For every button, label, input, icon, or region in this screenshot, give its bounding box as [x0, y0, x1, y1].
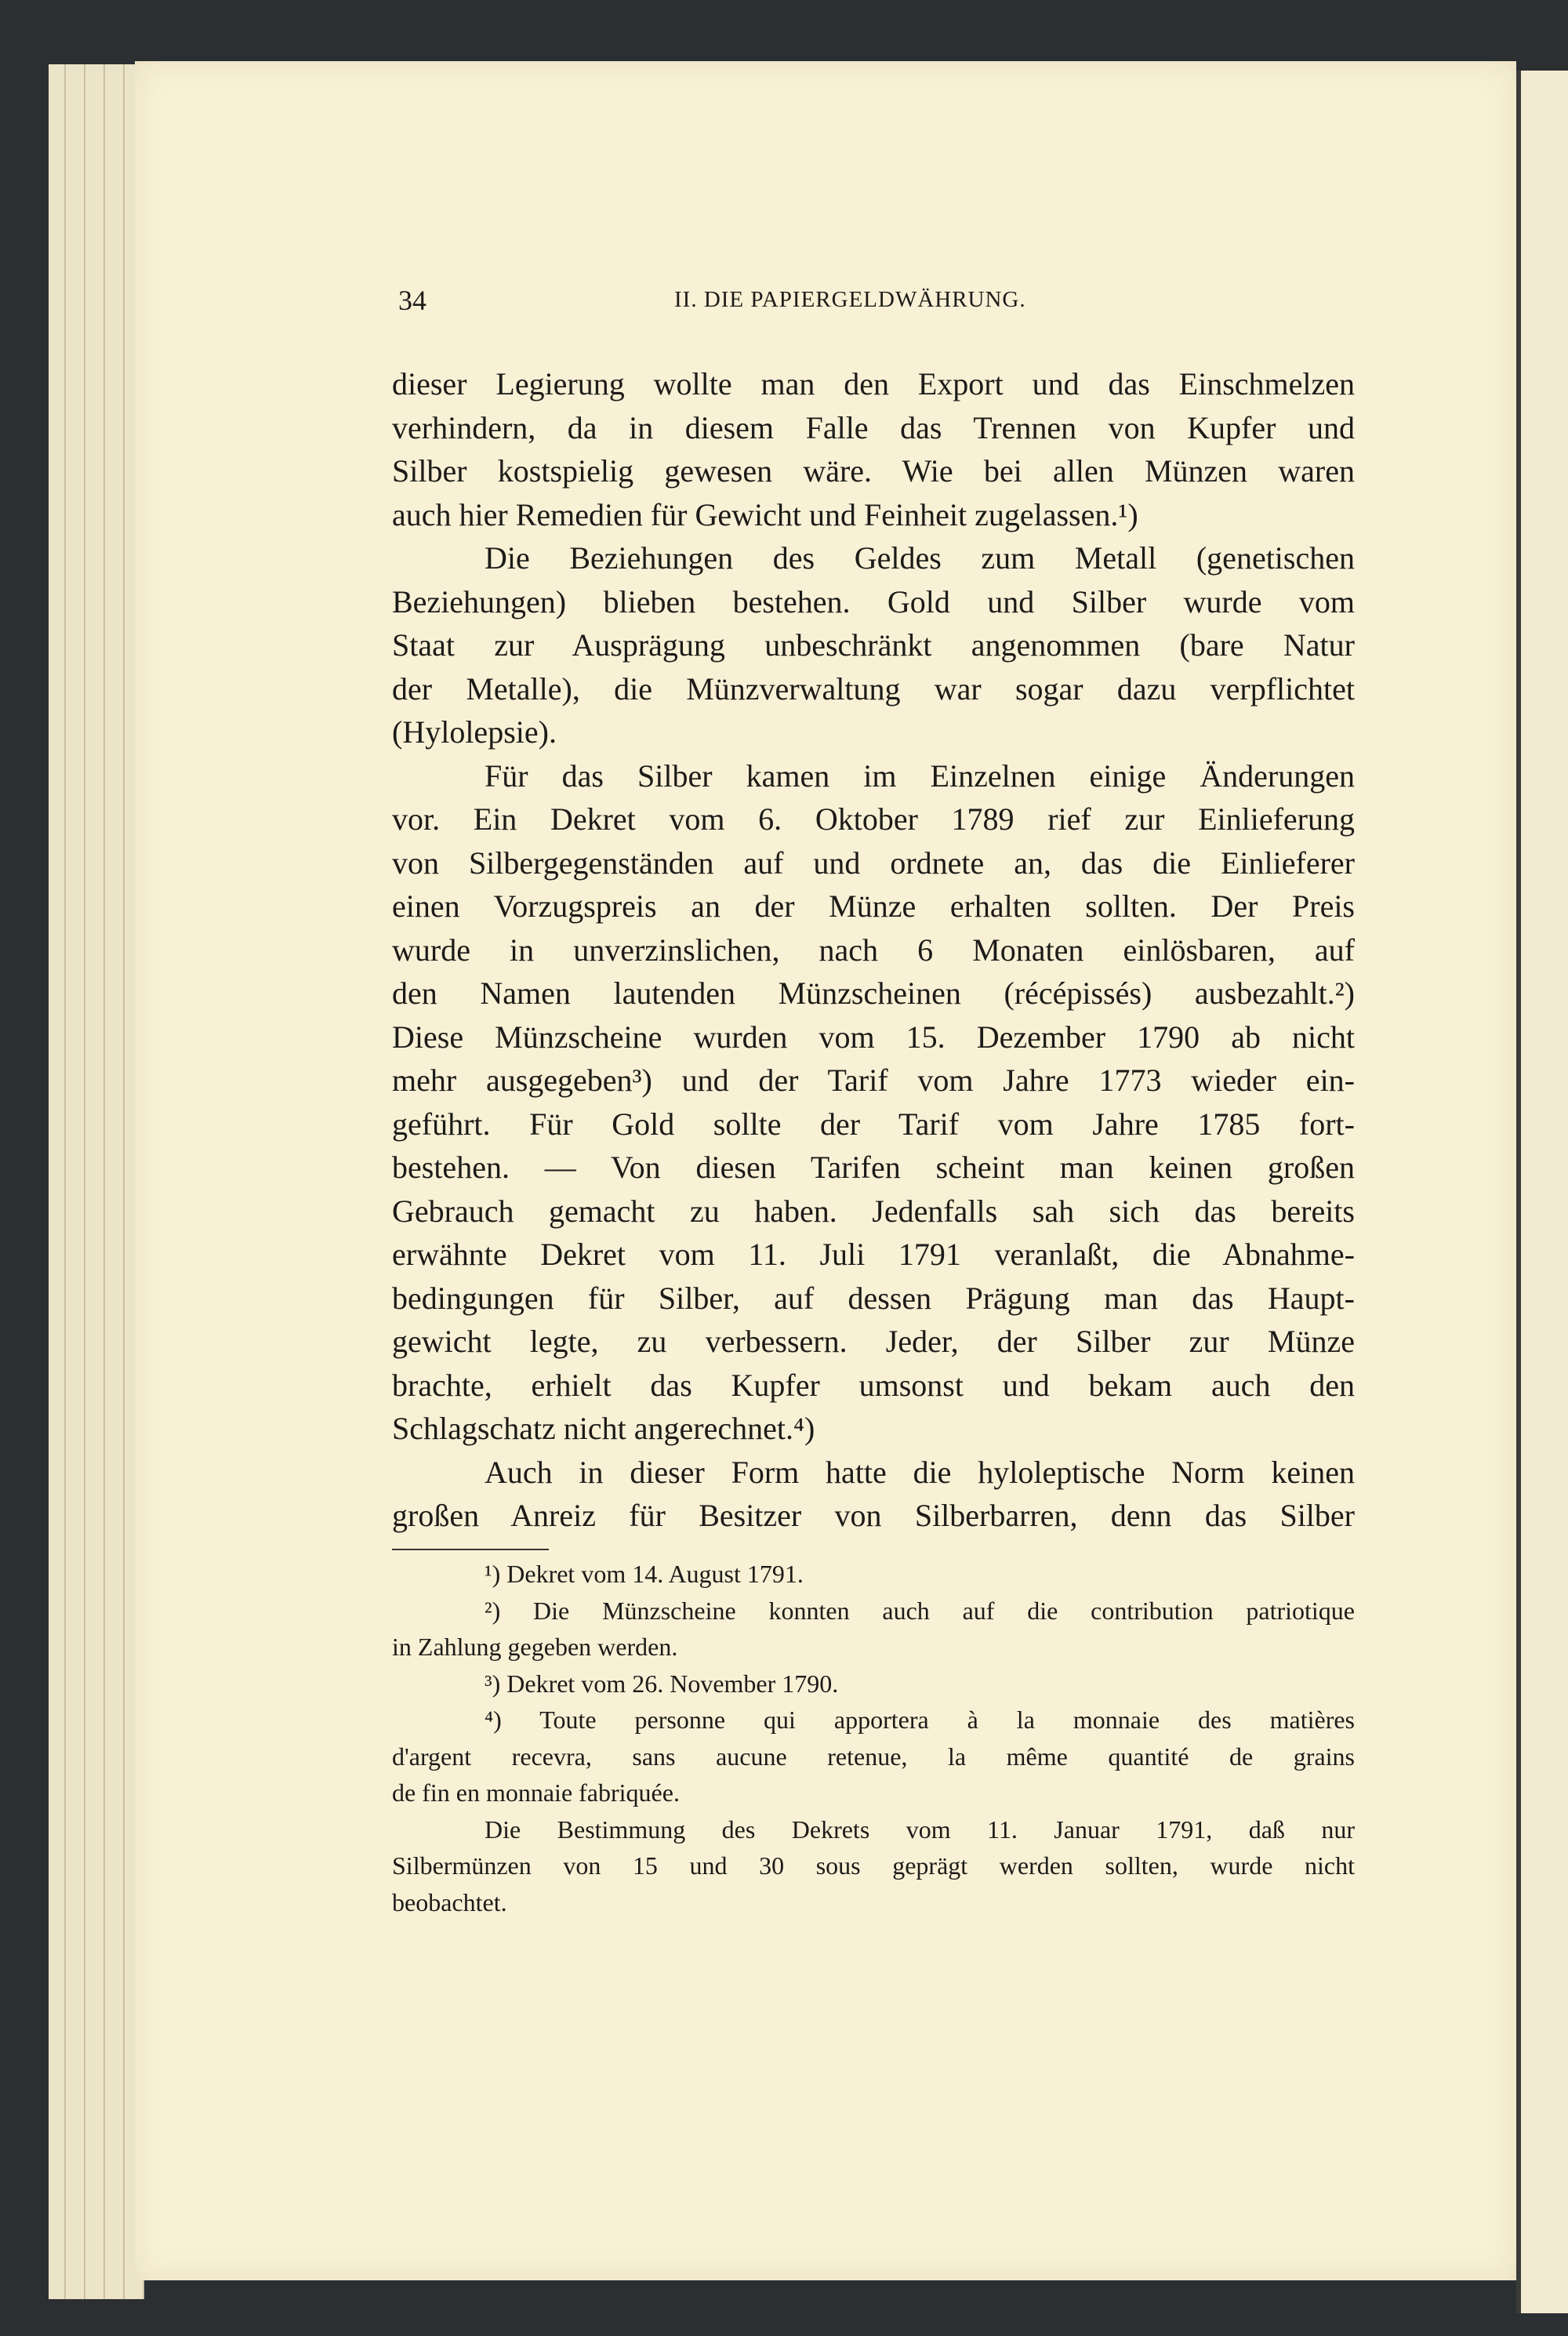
text-line: von Silbergegenständen auf und ordnete an, das die Einlieferer — [392, 845, 1355, 881]
footnotes — [392, 1556, 1355, 1920]
footnote-line: ³) Dekret vom 26. November 1790. — [485, 1669, 839, 1698]
text-line: Auch in dieser Form hatte die hyloleptische Norm keinen — [485, 1454, 1355, 1490]
text-line: Staat zur Ausprägung unbeschränkt angenommen (bare Natur — [392, 627, 1355, 663]
text-line: Gebrauch gemacht zu haben. Jedenfalls sah sich das bereits — [392, 1193, 1355, 1229]
footnote-line: beobachtet. — [392, 1887, 507, 1916]
footnote-line: Die Bestimmung des Dekrets vom 11. Januar 1791, daß nur — [485, 1815, 1355, 1844]
text-line: Für das Silber kamen im Einzelnen einige Änderungen — [485, 757, 1355, 794]
text-line: brachte, erhielt das Kupfer umsonst und bekam auch den — [392, 1367, 1355, 1403]
facing-page-edge — [1516, 71, 1568, 2313]
footnote-line: ⁴) Toute personne qui apportera à la monnaie des matières — [485, 1706, 1355, 1734]
text-line: den Namen lautenden Münzscheinen (récépissés) ausbezahlt.²) — [392, 975, 1355, 1011]
text-line: Diese Münzscheine wurden vom 15. Dezember 1790 ab nicht — [392, 1019, 1355, 1055]
main-text — [392, 362, 1355, 1538]
text-line: erwähnte Dekret vom 11. Juli 1791 veranlaßt, die Abnahme- — [392, 1237, 1355, 1272]
page-number: 34 — [398, 285, 426, 316]
running-header — [392, 284, 1356, 323]
text-line: verhindern, da in diesem Falle das Trennen von Kupfer und — [392, 409, 1355, 445]
text-line: bestehen. — Von diesen Tarifen scheint man keinen großen — [392, 1150, 1355, 1185]
text-line: Die Beziehungen des Geldes zum Metall (genetischen — [485, 540, 1355, 576]
text-line: Beziehungen) blieben bestehen. Gold und Silber wurde vom — [392, 583, 1355, 619]
footnote-line: in Zahlung gegeben werden. — [392, 1633, 678, 1661]
footnote-line: de fin en monnaie fabriquée. — [392, 1778, 680, 1807]
text-line: großen Anreiz für Besitzer von Silberbarren, denn das Silber — [392, 1498, 1355, 1533]
text-line: der Metalle), die Münzverwaltung war sogar dazu verpflichtet — [392, 670, 1355, 707]
footnote-line: ²) Die Münzscheine konnten auch auf die contribution patriotique — [485, 1596, 1355, 1625]
page-stack-edge — [49, 64, 144, 2299]
text-line: auch hier Remedien für Gewicht und Feinheit zugelassen.¹) — [392, 496, 1138, 532]
text-line: (Hylolepsie). — [392, 714, 557, 750]
text-line: mehr ausgegeben³) und der Tarif vom Jahre 1773 wieder ein- — [392, 1063, 1355, 1098]
text-line: Schlagschatz nicht angerechnet.⁴) — [392, 1411, 815, 1446]
text-line: wurde in unverzinslichen, nach 6 Monaten einlösbaren, auf — [392, 932, 1355, 968]
text-line: bedingungen für Silber, auf dessen Prägung man das Haupt- — [392, 1280, 1355, 1316]
footnote-line: ¹) Dekret vom 14. August 1791. — [485, 1560, 804, 1588]
text-line: einen Vorzugspreis an der Münze erhalten sollten. Der Preis — [392, 888, 1355, 924]
text-line: gewicht legte, zu verbessern. Jeder, der Silber zur Münze — [392, 1324, 1355, 1359]
footnote-line: Silbermünzen von 15 und 30 sous geprägt werden sollten, wurde nicht — [392, 1851, 1355, 1880]
text-line: vor. Ein Dekret vom 6. Oktober 1789 rief zur Einlieferung — [392, 801, 1355, 837]
text-line: geführt. Für Gold sollte der Tarif vom Jahre 1785 fort- — [392, 1106, 1355, 1142]
running-title: II. DIE PAPIERGELDWÄHRUNG. — [674, 287, 1026, 312]
text-line: dieser Legierung wollte man den Export und das Einschmelzen — [392, 366, 1355, 401]
text-line: Silber kostspielig gewesen wäre. Wie bei allen Münzen waren — [392, 453, 1355, 489]
footnote-line: d'argent recevra, sans aucune retenue, la même quantité de grains — [392, 1742, 1355, 1771]
footnote-rule — [392, 1549, 549, 1550]
